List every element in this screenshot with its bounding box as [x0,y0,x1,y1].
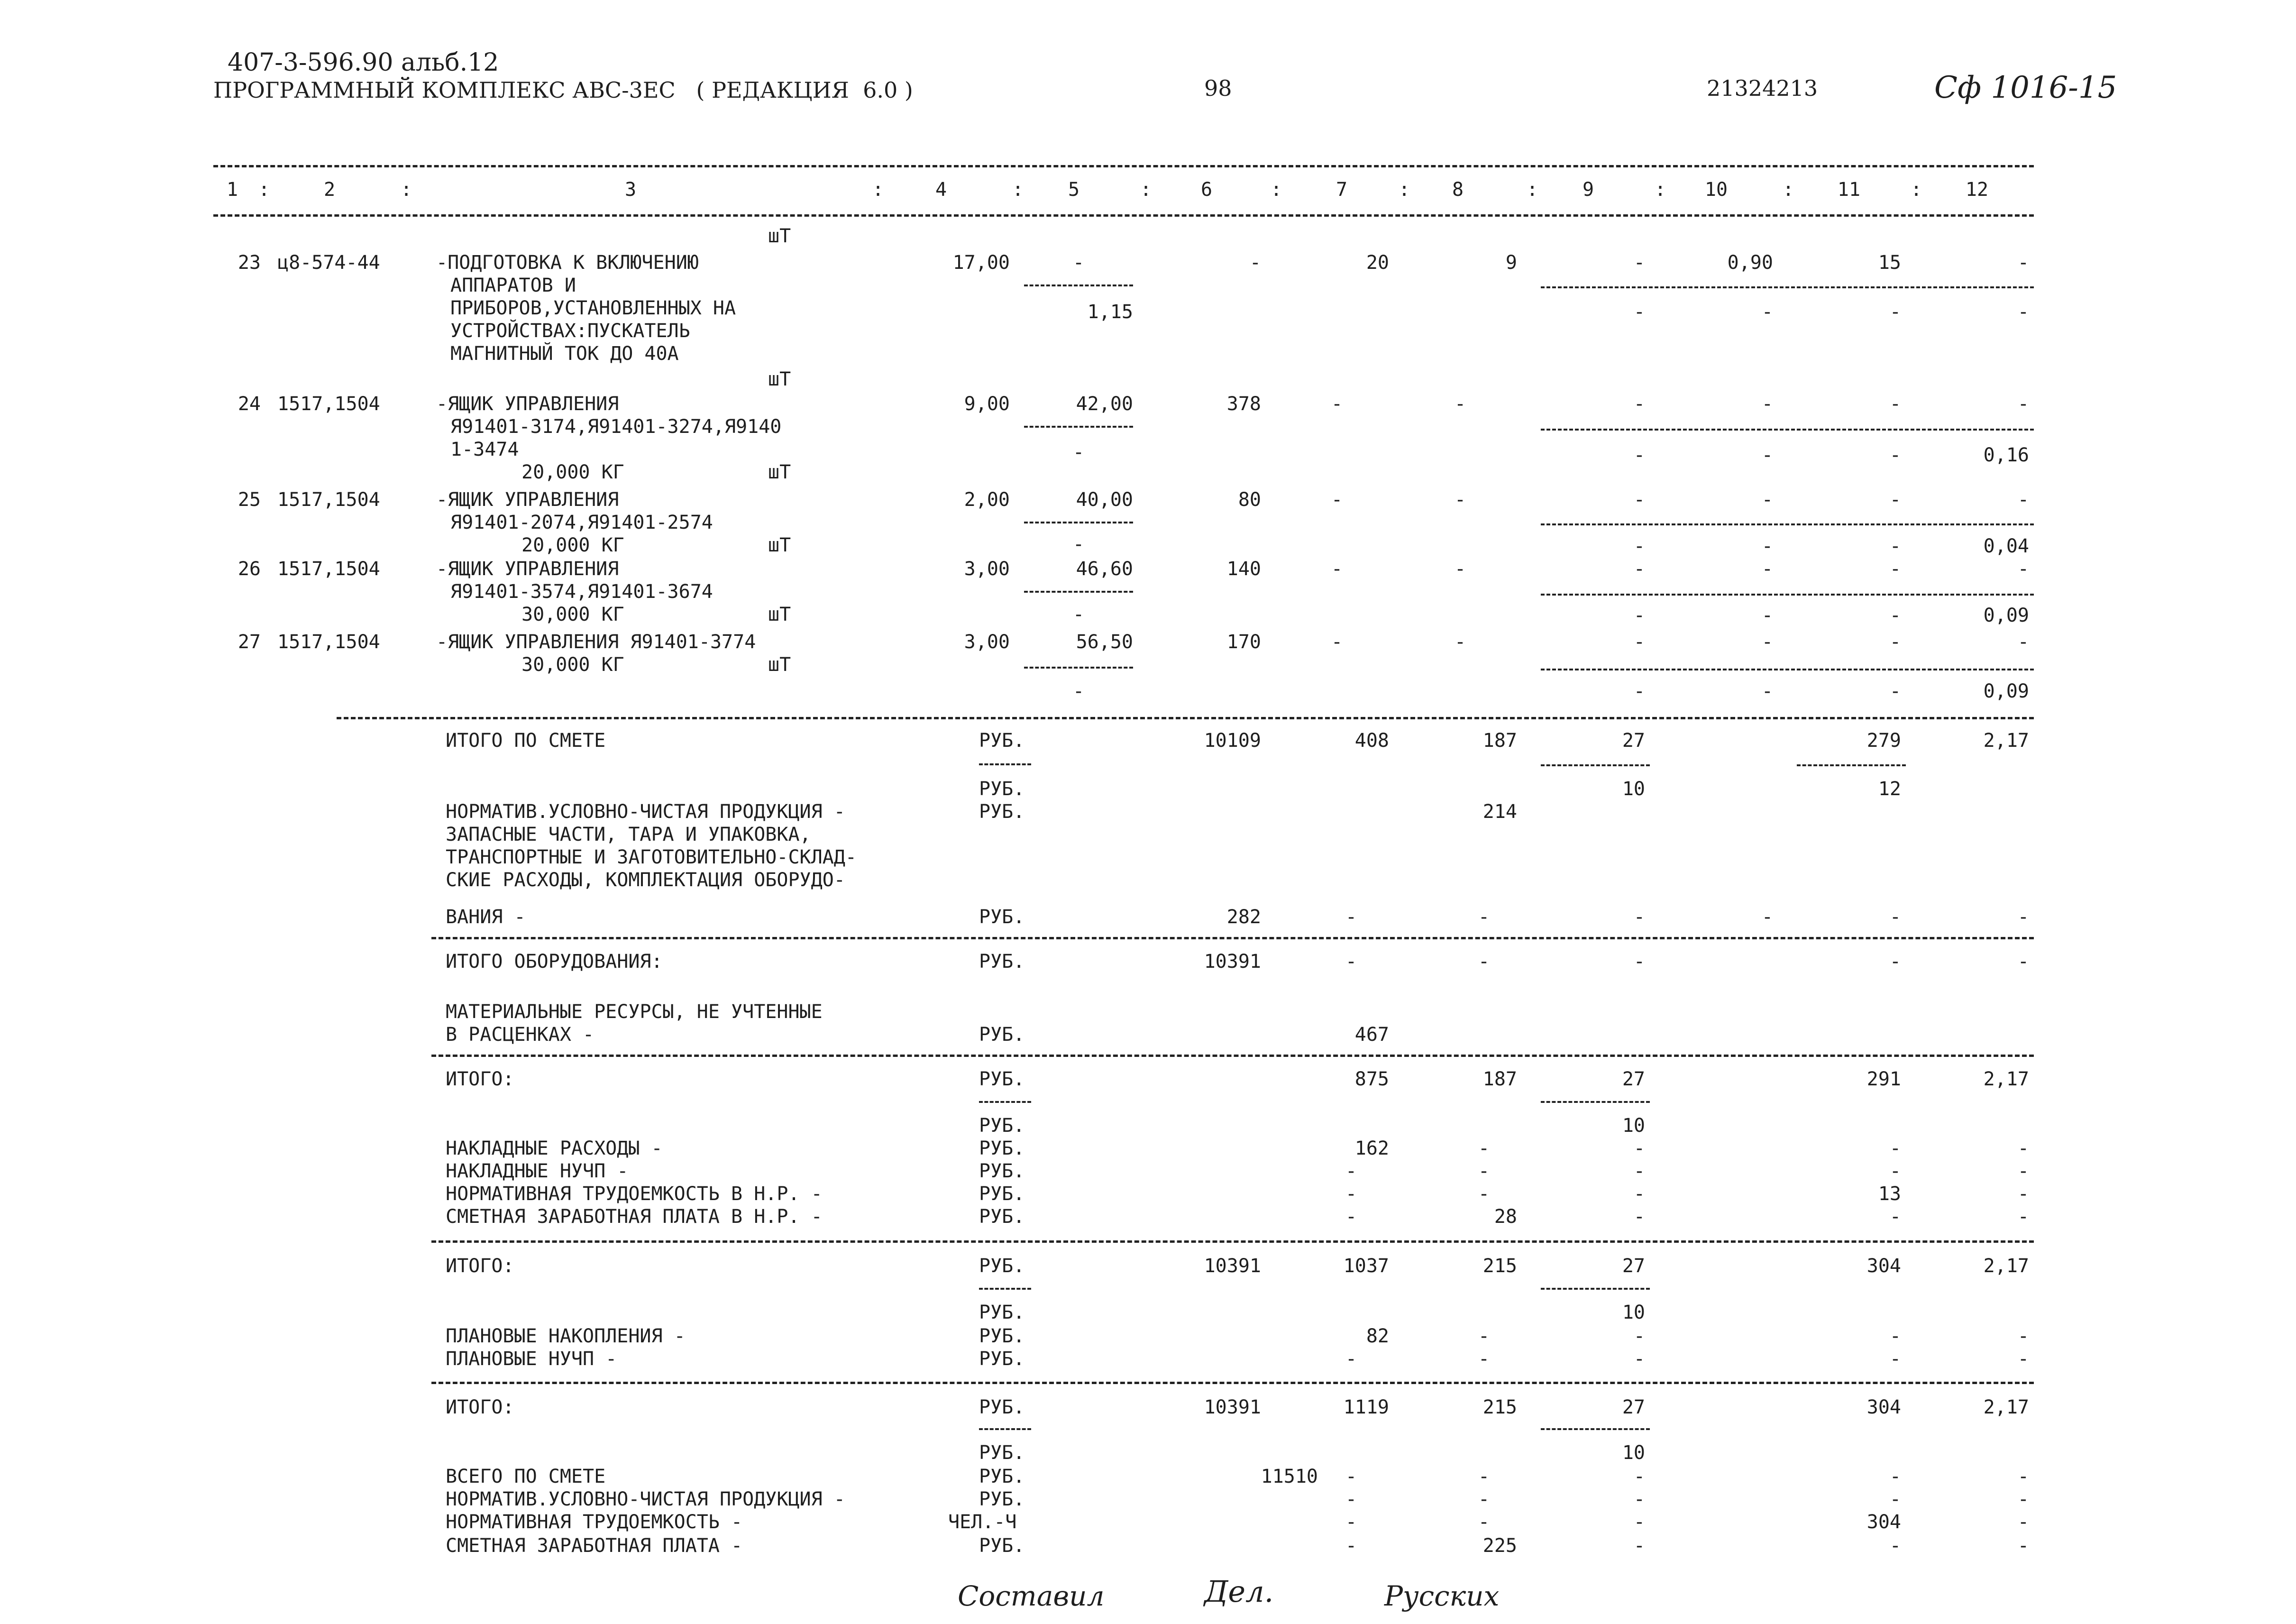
signature-checked: Дел. [1204,1574,1274,1609]
col-header-6: 6 [1200,179,1213,201]
page-number: 98 [1204,75,1232,101]
summary-rule [337,717,2034,719]
document-number: 21324213 [1707,75,1818,101]
col-header-12: 12 [1965,179,1989,201]
col-header-10: 10 [1704,179,1728,201]
col-header-11: 11 [1837,179,1861,201]
signature-composed: Составил [958,1580,1105,1612]
col-header-2: 2 [323,179,336,201]
signature-surname: Русских [1384,1580,1500,1612]
program-title: ПРОГРАММНЫЙ КОМПЛЕКС АВС-3ЕС ( РЕДАКЦИЯ 6.0 ) [213,77,913,103]
table-top-rule [213,165,2034,167]
col-header-9: 9 [1582,179,1594,201]
sheet-mark: Сф 1016-15 [1934,70,2117,105]
col-header-1: 1 [226,179,238,201]
doc-code: 407-3-596.90 альб.12 [228,48,499,77]
col-header-4: 4 [935,179,947,201]
col-header-5: 5 [1068,179,1080,201]
col-header-3: 3 [624,179,637,201]
column-header-rule [213,214,2034,217]
col-header-8: 8 [1452,179,1464,201]
col-header-7: 7 [1336,179,1348,201]
